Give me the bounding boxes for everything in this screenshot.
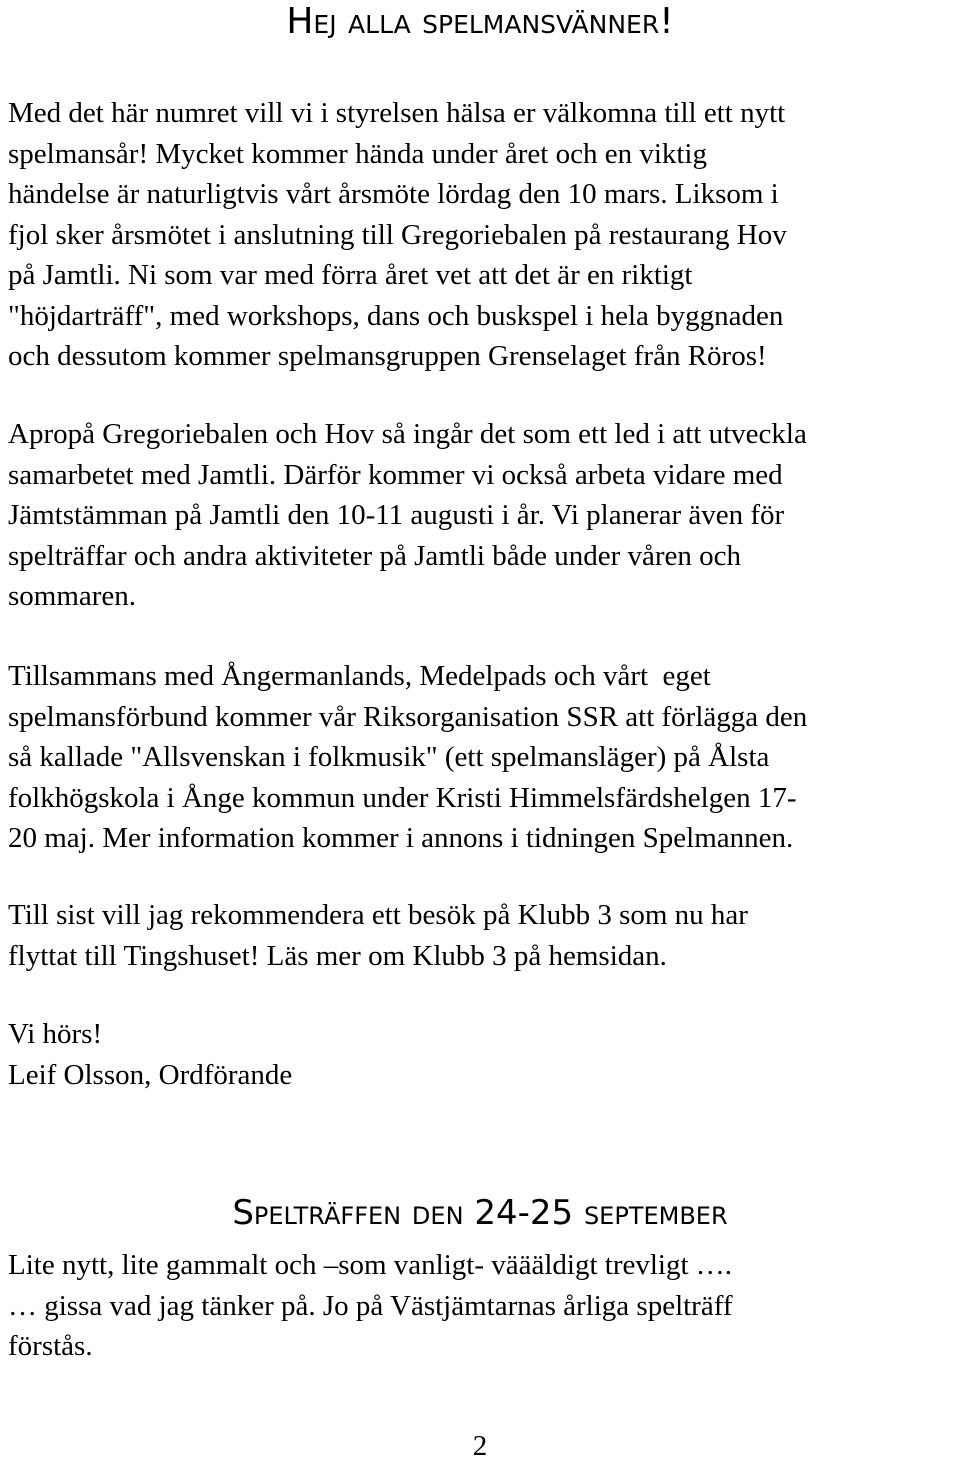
paragraph-welcome bbox=[8, 93, 958, 377]
text-line: spelträffar och andra aktiviteter på Jamtli både under våren och bbox=[8, 539, 742, 572]
text-line: spelmansförbund kommer vår Riksorganisation SSR att förlägga den bbox=[8, 700, 808, 733]
text-line: spelmansår! Mycket kommer hända under året och en viktig bbox=[8, 137, 707, 170]
text-line: händelse är naturligtvis vårt årsmöte lördag den 10 mars. Liksom i bbox=[8, 178, 779, 210]
signoff-signature: Leif Olsson, Ordförande bbox=[8, 1058, 293, 1091]
text-line: och dessutom kommer spelmansgruppen Grenselaget från Röros! bbox=[8, 340, 767, 372]
paragraph-speltraff bbox=[8, 1245, 958, 1367]
text-line: "höjdarträff", med workshops, dans och buskspel i hela byggnaden bbox=[8, 299, 784, 332]
text-line: Med det här numret vill vi i styrelsen hälsa er välkomna till ett nytt bbox=[8, 97, 786, 129]
text-line: folkhögskola i Ånge kommun under Kristi Himmelsfärdshelgen 17- bbox=[8, 781, 797, 814]
section-heading: Spelträffen den 24-25 september bbox=[232, 1193, 728, 1233]
signoff bbox=[8, 1014, 958, 1095]
text-line: flyttat till Tingshuset! Läs mer om Klubb 3 på hemsidan. bbox=[8, 939, 667, 972]
text-line: fjol sker årsmötet i anslutning till Gregoriebalen på restaurang Hov bbox=[8, 218, 787, 251]
page-heading: Hej alla spelmansvänner! bbox=[286, 1, 674, 42]
text-line: på Jamtli. Ni som var med förra året vet att det är en riktigt bbox=[8, 259, 693, 291]
text-line: samarbetet med Jamtli. Därför kommer vi också arbeta vidare med bbox=[8, 458, 783, 491]
paragraph-klubb3 bbox=[8, 895, 958, 976]
text-line: Till sist vill jag rekommendera ett besök på Klubb 3 som nu har bbox=[8, 899, 748, 931]
page-number: 2 bbox=[472, 1430, 488, 1462]
text-line: så kallade "Allsvenskan i folkmusik" (ett spelmansläger) på Ålsta bbox=[8, 741, 770, 773]
text-line: Apropå Gregoriebalen och Hov så ingår det som ett led i att utveckla bbox=[8, 418, 807, 450]
paragraph-jamtli bbox=[8, 414, 958, 617]
text-line: förstås. bbox=[8, 1330, 93, 1362]
text-line: sommaren. bbox=[8, 580, 137, 612]
text-line: 20 maj. Mer information kommer i annons i tidningen Spelmannen. bbox=[8, 822, 794, 854]
signoff-greeting: Vi hörs! bbox=[8, 1018, 103, 1050]
text-line: … gissa vad jag tänker på. Jo på Västjämtarnas årliga spelträff bbox=[8, 1289, 733, 1322]
paragraph-allsvenskan bbox=[8, 656, 958, 859]
text-line: Tillsammans med Ångermanlands, Medelpads och vårt eget bbox=[8, 660, 711, 692]
text-line: Jämtstämman på Jamtli den 10-11 augusti i år. Vi planerar även för bbox=[8, 499, 785, 531]
text-line: Lite nytt, lite gammalt och –som vanligt- väääldigt trevligt …. bbox=[8, 1249, 733, 1281]
